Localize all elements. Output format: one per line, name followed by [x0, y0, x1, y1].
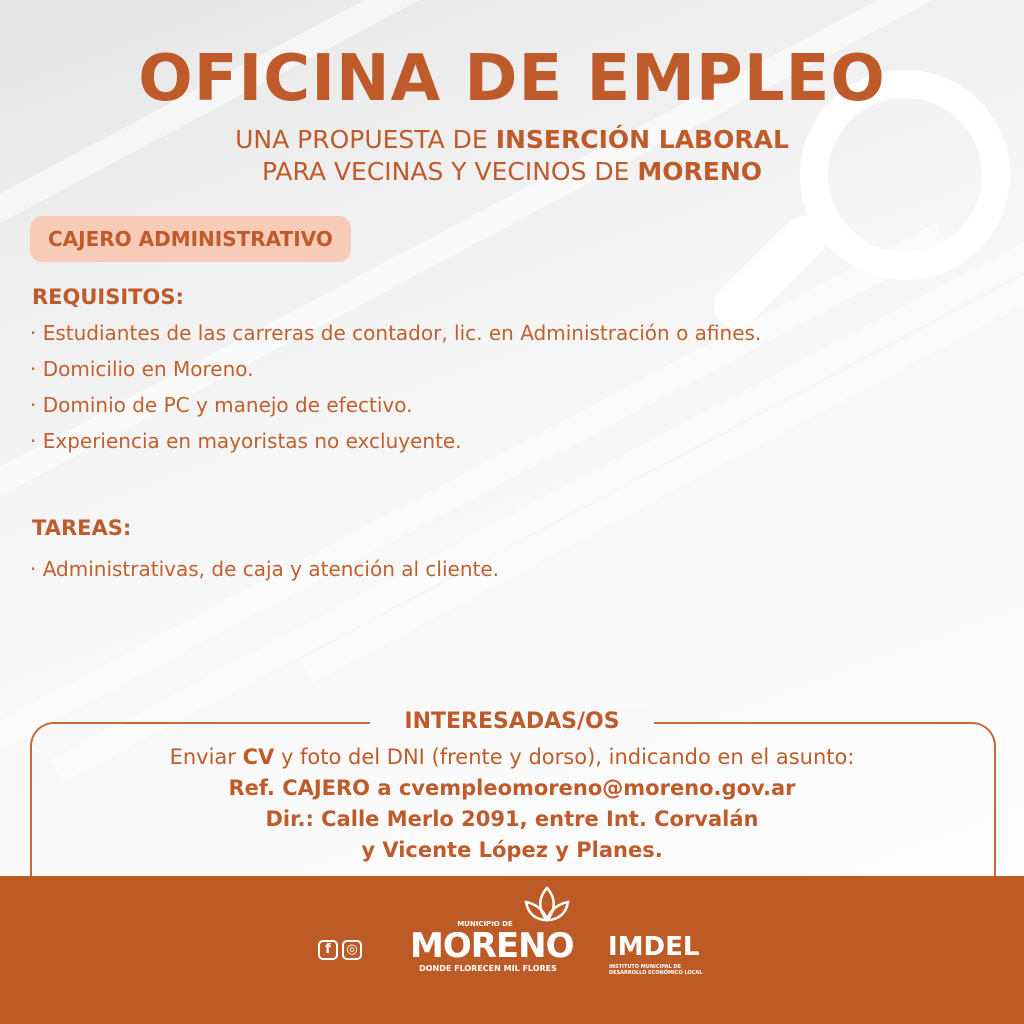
subtitle-emphasis: INSERCIÓN LABORAL [495, 125, 789, 154]
page-title: OFICINA DE EMPLEO [138, 42, 886, 116]
requirements-heading: REQUISITOS: [32, 285, 184, 309]
contact-address-line: Dir.: Calle Merlo 2091, entre Int. Corvalán [265, 807, 759, 831]
imdel-logo: IMDEL [608, 932, 700, 962]
social-links [318, 940, 362, 960]
moreno-logo: MORENO [410, 926, 574, 966]
contact-emphasis: CV [242, 745, 275, 769]
list-item: · Estudiantes de las carreras de contador, lic. en Administración o afines. [30, 321, 762, 345]
list-item: · Dominio de PC y manejo de efectivo. [30, 393, 413, 417]
instagram-icon[interactable]: ◎ [342, 940, 362, 960]
contact-text: Enviar [169, 745, 243, 769]
contact-label: INTERESADAS/OS [370, 707, 654, 737]
tasks-list [30, 551, 499, 587]
imdel-subtitle: INSTITUTO MUNICIPAL DE DESARROLLO ECONÓMICO LOCAL [609, 964, 703, 976]
subtitle-emphasis: MORENO [637, 157, 763, 186]
moreno-prefix: MUNICIPIO DE [457, 920, 513, 928]
subtitle-text: PARA VECINAS Y VECINOS DE [261, 157, 638, 186]
list-item: · Administrativas, de caja y atención al cliente. [30, 557, 500, 581]
flower-logo-icon [520, 884, 574, 928]
list-item: · Experiencia en mayoristas no excluyente. [30, 429, 462, 453]
contact-details [0, 742, 1024, 866]
list-item: · Domicilio en Moreno. [30, 357, 254, 381]
subtitle-text: UNA PROPUESTA DE [235, 125, 496, 154]
contact-text: y foto del DNI (frente y dorso), indicando en el asunto: [274, 745, 855, 769]
moreno-tagline: DONDE FLORECEN MIL FLORES [419, 964, 557, 973]
facebook-icon[interactable]: f [318, 940, 338, 960]
contact-email-line[interactable]: Ref. CAJERO a cvempleomoreno@moreno.gov.ar [228, 776, 796, 800]
page-subtitle [0, 124, 1024, 188]
requirements-list [30, 315, 761, 459]
tasks-heading: TAREAS: [32, 516, 132, 540]
role-badge: CAJERO ADMINISTRATIVO [30, 216, 351, 262]
contact-address-line-2: y Vicente López y Planes. [361, 838, 663, 862]
